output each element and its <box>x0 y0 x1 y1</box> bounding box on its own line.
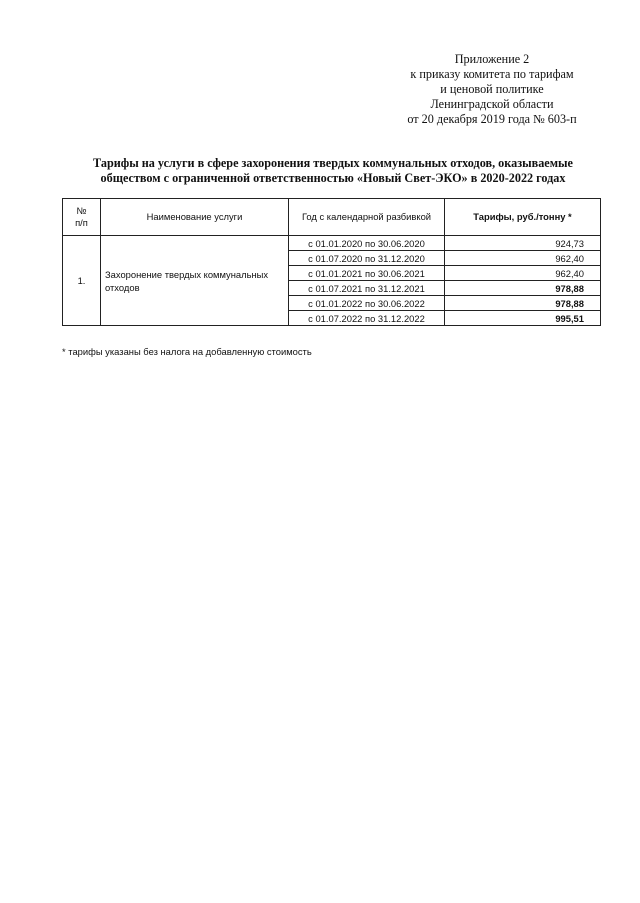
appendix-line: Ленинградской области <box>430 97 554 111</box>
title-line: обществом с ограниченной ответственностью «Новый Свет-ЭКО» в 2020-2022 годах <box>100 171 566 185</box>
header-period: Год с календарной разбивкой <box>289 199 445 236</box>
footnote: * тарифы указаны без налога на добавленную стоимость <box>62 346 312 357</box>
service-name: Захоронение твердых коммунальных отходов <box>101 236 289 326</box>
header-service: Наименование услуги <box>101 199 289 236</box>
tariff-cell: 978,88 <box>445 296 601 311</box>
header-number <box>63 199 101 236</box>
tariff-cell: 962,40 <box>445 251 601 266</box>
period-cell: с 01.07.2020 по 31.12.2020 <box>289 251 445 266</box>
tariff-cell: 924,73 <box>445 236 601 251</box>
row-number: 1. <box>63 236 101 326</box>
tariff-cell: 995,51 <box>445 311 601 326</box>
tariff-table <box>62 198 601 326</box>
period-cell: с 01.01.2022 по 30.06.2022 <box>289 296 445 311</box>
header-tariff: Тарифы, руб./тонну * <box>445 199 601 236</box>
period-cell: с 01.07.2021 по 31.12.2021 <box>289 281 445 296</box>
appendix-line: от 20 декабря 2019 года № 603-п <box>407 112 577 126</box>
document-title <box>60 156 606 186</box>
header-number-line: п/п <box>75 217 88 228</box>
tariff-cell: 962,40 <box>445 266 601 281</box>
title-line: Тарифы на услуги в сфере захоронения твердых коммунальных отходов, оказываемые <box>93 156 573 170</box>
tariff-cell: 978,88 <box>445 281 601 296</box>
period-cell: с 01.07.2022 по 31.12.2022 <box>289 311 445 326</box>
appendix-block <box>392 52 592 127</box>
table-row <box>63 236 601 251</box>
appendix-line: Приложение 2 <box>454 52 530 66</box>
header-number-line: № <box>76 205 87 216</box>
appendix-line: и ценовой политике <box>440 82 544 96</box>
table-header-row <box>63 199 601 236</box>
period-cell: с 01.01.2021 по 30.06.2021 <box>289 266 445 281</box>
appendix-line: к приказу комитета по тарифам <box>410 67 574 81</box>
period-cell: с 01.01.2020 по 30.06.2020 <box>289 236 445 251</box>
